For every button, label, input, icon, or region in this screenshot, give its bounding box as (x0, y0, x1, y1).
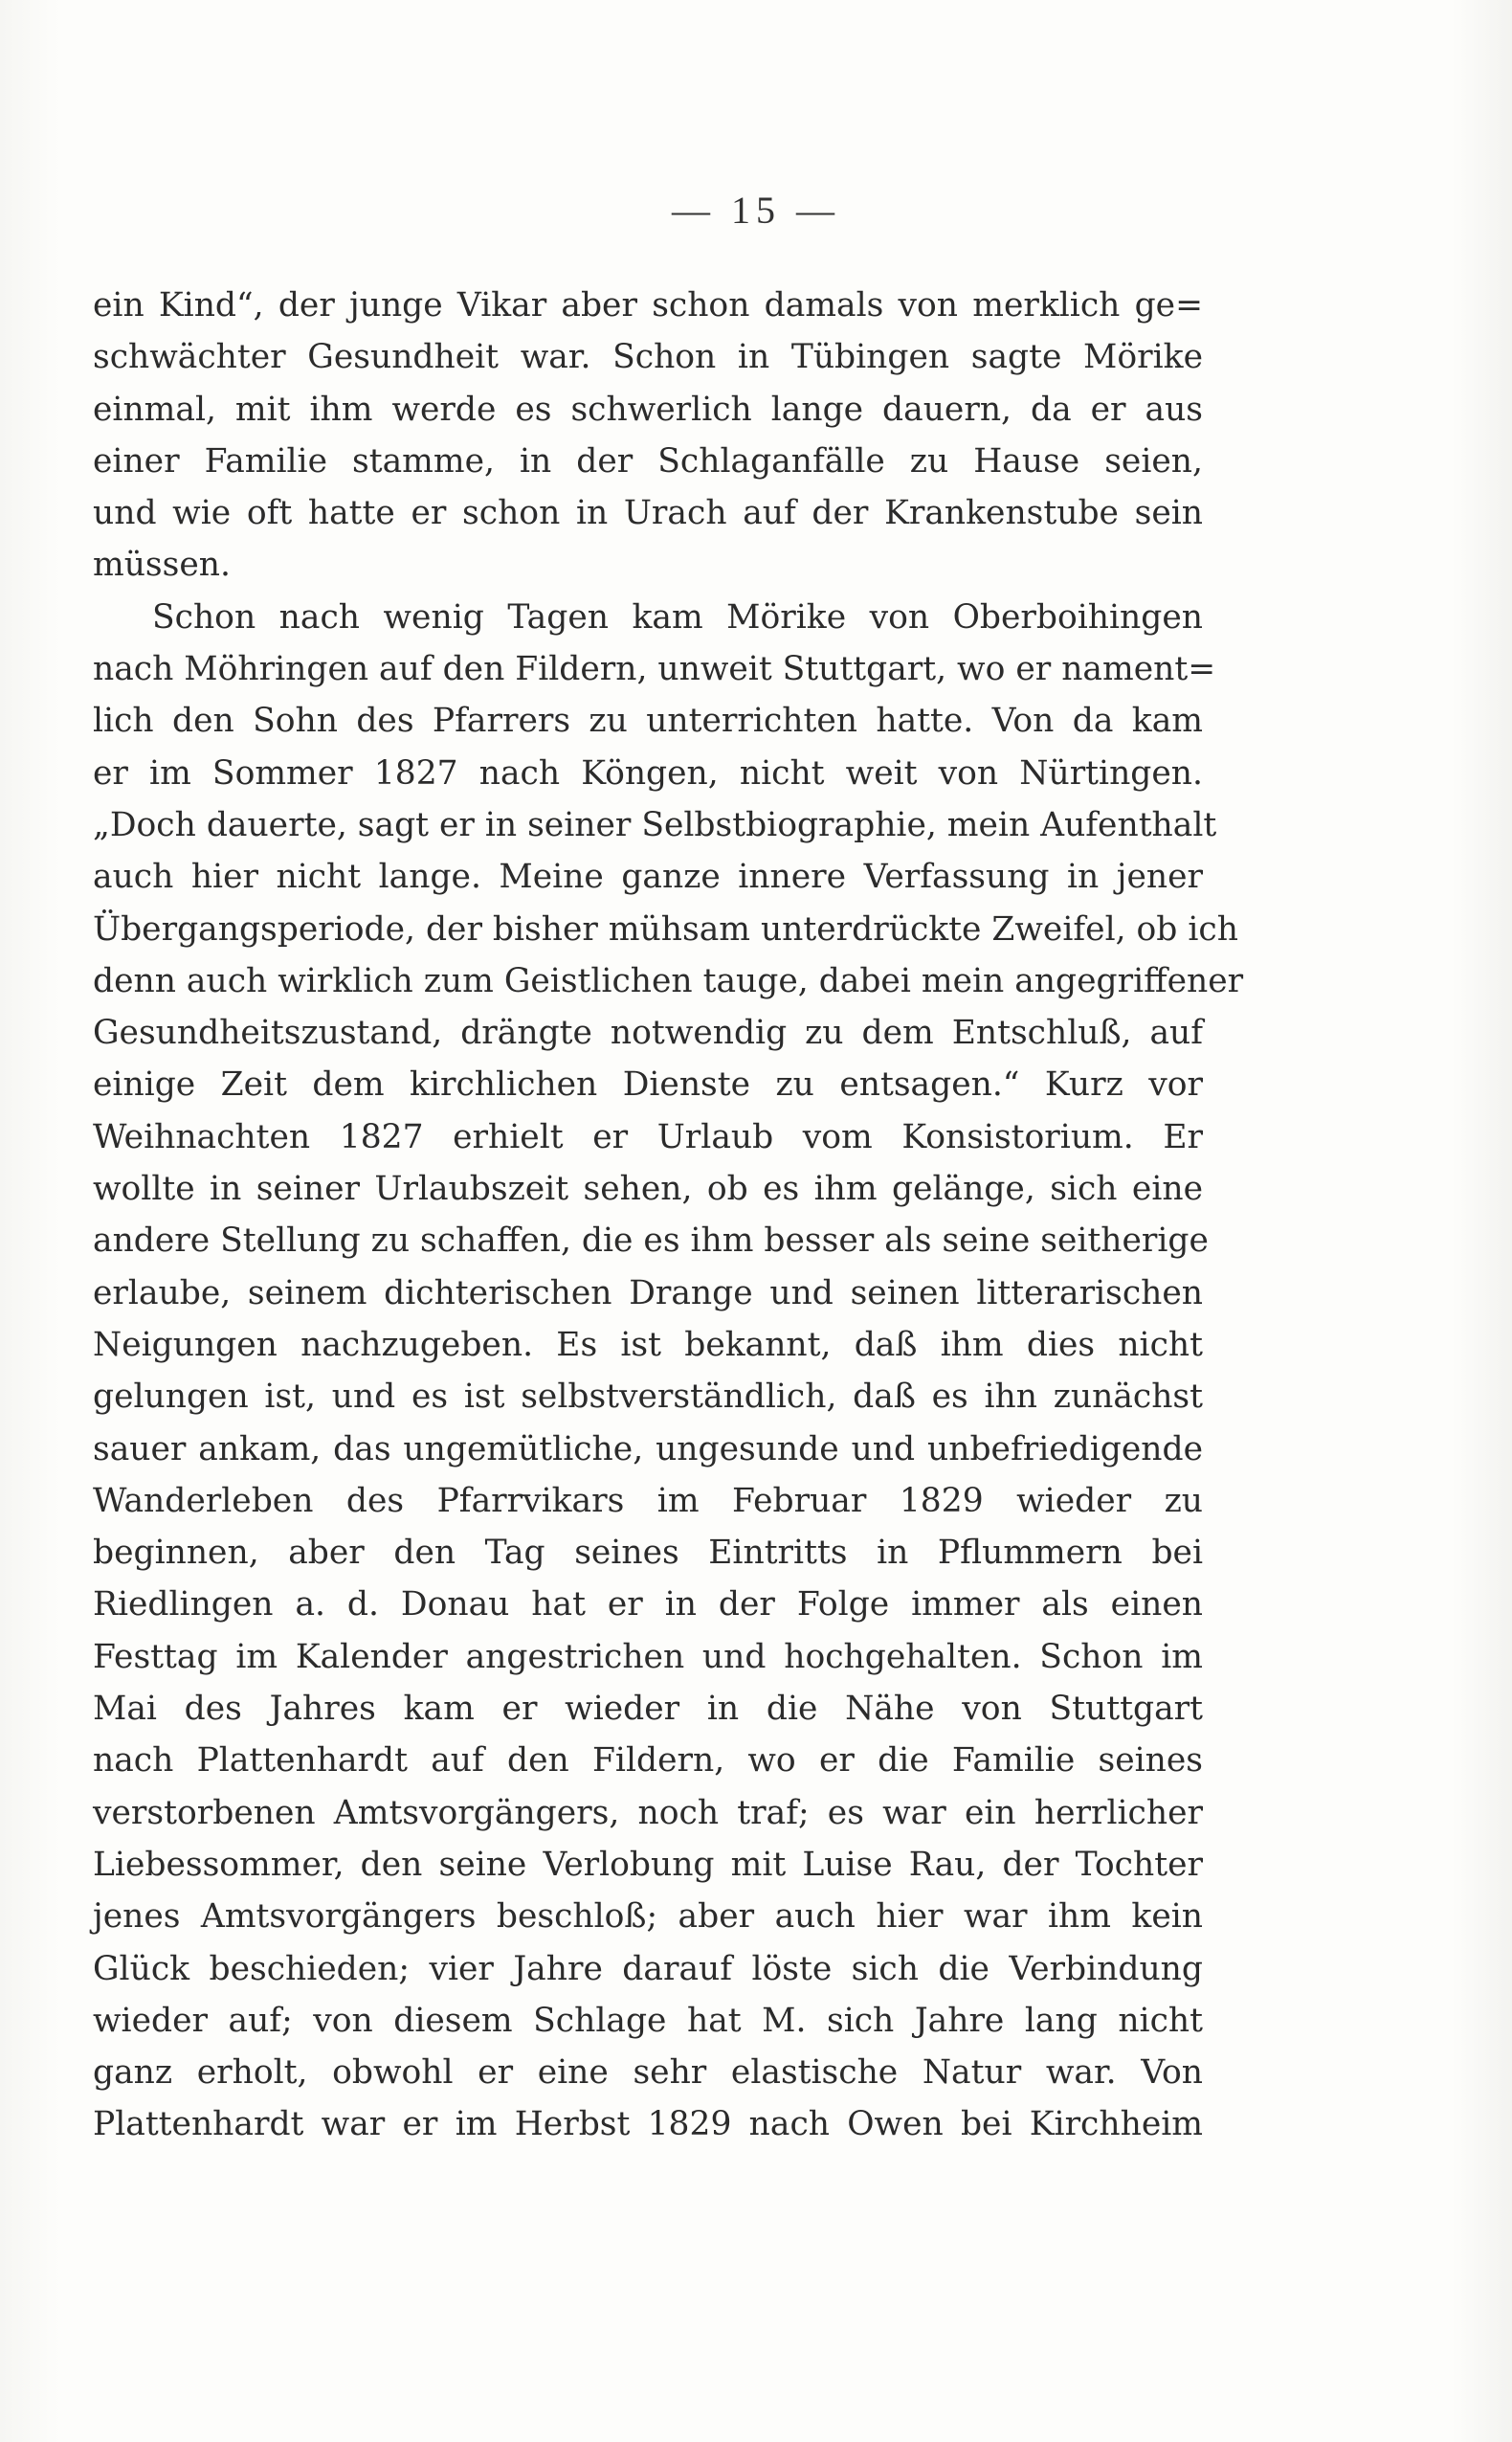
text-line: beginnen, aber den Tag seines Eintritts in Pflummern bei (93, 1534, 1203, 1573)
text-line: Neigungen nachzugeben. Es ist bekannt, daß ihm dies nicht (93, 1325, 1203, 1364)
text-line: Plattenhardt war er im Herbst 1829 nach Owen bei Kirchheim (93, 2105, 1203, 2144)
page-number: — 15 — (672, 189, 840, 232)
text-line: einmal, mit ihm werde es schwerlich lange dauern, da er aus (93, 390, 1203, 429)
text-line: andere Stellung zu schaffen, die es ihm besser als seine seitherige (93, 1221, 1209, 1261)
text-line: Schon nach wenig Tagen kam Mörike von Oberboihingen (152, 597, 1203, 637)
text-line: wieder auf; von diesem Schlage hat M. sich Jahre lang nicht (93, 2001, 1203, 2040)
text-line: Liebessommer, den seine Verlobung mit Luise Rau, der Tochter (93, 1845, 1203, 1884)
body-text (93, 280, 1244, 2151)
text-line: ganz erholt, obwohl er eine sehr elastische Natur war. Von (93, 2053, 1203, 2093)
text-line: Festtag im Kalender angestrichen und hochgehalten. Schon im (93, 1637, 1203, 1676)
text-line: Weihnachten 1827 erhielt er Urlaub vom Konsistorium. Er (93, 1117, 1203, 1156)
text-line: Glück beschieden; vier Jahre darauf löste sich die Verbindung (93, 1949, 1203, 1988)
text-line: und wie oft hatte er schon in Urach auf der Krankenstube sein (93, 494, 1203, 533)
text-line: auch hier nicht lange. Meine ganze innere Verfassung in jener (93, 858, 1203, 897)
text-line: erlaube, seinem dichterischen Drange und seinen litterarischen (93, 1273, 1203, 1312)
text-line: gelungen ist, und es ist selbstverständlich, daß es ihn zunächst (93, 1378, 1203, 1417)
text-line: jenes Amtsvorgängers beschloß; aber auch hier war ihm kein (93, 1897, 1203, 1937)
text-line: sauer ankam, das ungemütliche, ungesunde und unbefriedigende (93, 1429, 1203, 1468)
text-line: Mai des Jahres kam er wieder in die Nähe von Stuttgart (93, 1690, 1203, 1729)
text-line: lich den Sohn des Pfarrers zu unterrichten hatte. Von da kam (93, 702, 1203, 741)
text-line: Riedlingen a. d. Donau hat er in der Folge immer als einen (93, 1585, 1203, 1624)
text-line: nach Plattenhardt auf den Fildern, wo er die Familie seines (93, 1741, 1203, 1781)
text-line: einer Familie stamme, in der Schlaganfälle zu Hause seien, (93, 441, 1203, 481)
text-line: wollte in seiner Urlaubszeit sehen, ob es ihm gelänge, sich eine (93, 1170, 1203, 1209)
text-line: er im Sommer 1827 nach Köngen, nicht weit von Nürtingen. (93, 753, 1203, 793)
text-line: denn auch wirklich zum Geistlichen tauge, dabei mein angegriffener (93, 961, 1244, 1000)
text-line: schwächter Gesundheit war. Schon in Tübingen sagte Mörike (93, 338, 1203, 377)
text-line: „Doch dauerte, sagt er in seiner Selbstbiographie, mein Aufenthalt (93, 805, 1217, 844)
text-line: Gesundheitszustand, drängte notwendig zu dem Entschluß, auf (93, 1014, 1203, 1053)
text-line: verstorbenen Amtsvorgängers, noch traf; es war ein herrlicher (93, 1793, 1203, 1832)
text-line: einige Zeit dem kirchlichen Dienste zu entsagen.“ Kurz vor (93, 1065, 1203, 1105)
text-line: nach Möhringen auf den Fildern, unweit Stuttgart, wo er nament= (93, 650, 1216, 689)
text-line: ein Kind“, der junge Vikar aber schon damals von merklich ge= (93, 286, 1203, 325)
text-line: Übergangsperiode, der bisher mühsam unterdrückte Zweifel, ob ich (93, 909, 1238, 949)
text-line: müssen. (93, 546, 231, 585)
text-line: Wanderleben des Pfarrvikars im Februar 1829 wieder zu (93, 1481, 1203, 1520)
